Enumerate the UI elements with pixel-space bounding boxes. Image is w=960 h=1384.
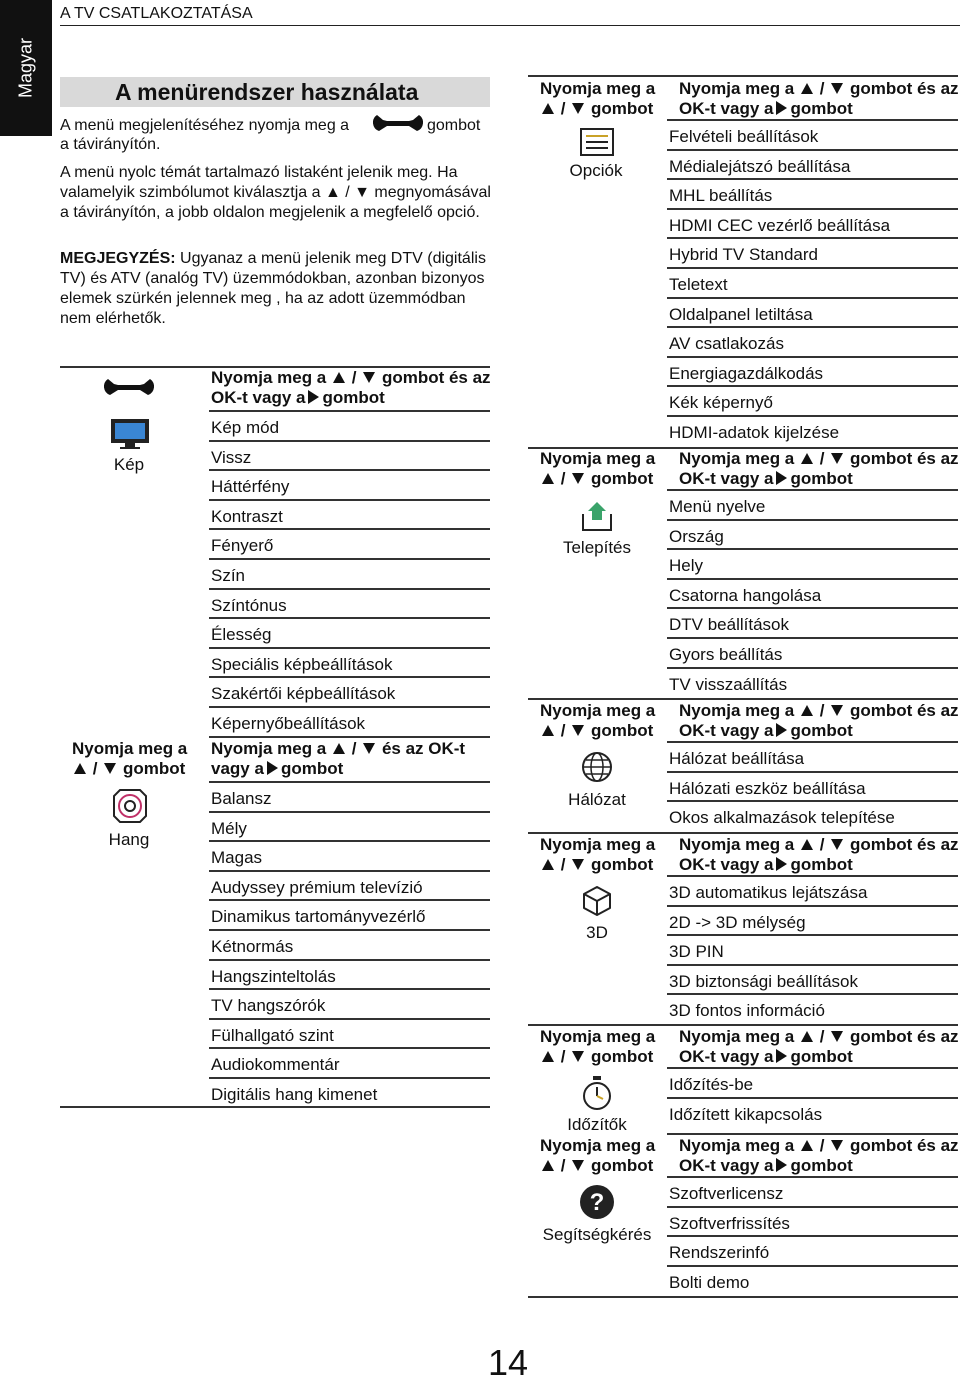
telepites-nav-line1: Nyomja meg a [540, 449, 656, 468]
halozat-nav-line2: / gombot [540, 721, 653, 741]
language-tab [0, 0, 52, 136]
menu-item-kep[interactable]: Képernyőbeállítások [211, 713, 366, 733]
section-heading: A menürendszer használata [115, 79, 419, 105]
telepites-nav-line2: / gombot [540, 469, 653, 489]
menu-item-telepites[interactable]: Gyors beállítás [667, 639, 958, 669]
triangle-up-icon [801, 83, 813, 94]
halozat-nav-line1: Nyomja meg a [540, 701, 656, 720]
menu-item-kep[interactable]: Szín [209, 560, 490, 590]
options-list-icon [580, 128, 614, 156]
speaker-icon [112, 788, 148, 824]
menu-label-segitseg: Segítségkérés [542, 1225, 652, 1244]
menu-item-hang[interactable]: Audyssey prémium televízió [209, 872, 490, 902]
triangle-down-icon [572, 725, 584, 736]
triangle-down-icon [363, 743, 375, 754]
triangle-right-icon [776, 723, 787, 737]
menu-label-kep: Kép [113, 455, 145, 474]
idozitok-nav-line1: Nyomja meg a [540, 1027, 656, 1046]
triangle-up-icon [801, 1140, 813, 1151]
triangle-down-icon [831, 1031, 843, 1042]
menu-item-kep[interactable]: Színtónus [209, 590, 490, 620]
menu-item-opciok[interactable]: Médialejátszó beállítása [667, 151, 958, 181]
menu-item-kep[interactable]: Vissz [209, 442, 490, 472]
intro-text-end: gombot [427, 117, 481, 134]
menu-item-hang[interactable]: Dinamikus tartományvezérlő [209, 901, 490, 931]
triangle-right-icon [776, 857, 787, 871]
idozitok-bottom-rule [667, 1133, 958, 1135]
note-paragraph [60, 249, 500, 329]
kep-list-bottom-rule [209, 736, 490, 738]
menu-item-opciok[interactable]: Kék képernyő [667, 387, 958, 417]
halozat-menu-list [667, 743, 958, 832]
halozat-bottom-rule [528, 832, 958, 834]
triangle-down-icon [572, 103, 584, 114]
triangle-down-icon [363, 372, 375, 383]
intro-text-line2: a távirányítón. [60, 136, 161, 153]
intro-text-start: A menü megjelenítéséhez nyomja meg a [60, 117, 350, 134]
opciok-instruction-line1: Nyomja meg a / gombot és az [679, 79, 959, 98]
menu-item-3d[interactable]: 3D automatikus lejátszása [667, 877, 958, 907]
triangle-right-icon [267, 761, 278, 775]
telepites-bottom-rule [528, 698, 958, 700]
menu-item-idozitok[interactable]: Időzített kikapcsolás [669, 1104, 823, 1124]
telepites-menu-list [667, 491, 958, 698]
triangle-down-icon [572, 859, 584, 870]
menu-item-kep[interactable]: Szakértői képbeállítások [209, 678, 490, 708]
opciok-menu-list [667, 121, 958, 447]
triangle-up-icon [542, 859, 554, 870]
segitseg-nav-line2: / gombot [540, 1156, 653, 1176]
menu-item-opciok[interactable]: AV csatlakozás [667, 328, 958, 358]
menu-item-hang[interactable]: Mély [209, 813, 490, 843]
menu-item-segitseg[interactable]: Rendszerinfó [667, 1237, 958, 1267]
menu-item-kep[interactable]: Speciális képbeállítások [209, 649, 490, 679]
triangle-up-icon [801, 705, 813, 716]
menu-item-opciok[interactable]: HDMI-adatok kijelzése [669, 422, 840, 442]
right-table-top-rule [528, 75, 958, 77]
svg-text:?: ? [589, 1189, 605, 1216]
menu-item-telepites[interactable]: TV visszaállítás [669, 674, 788, 694]
menu-item-opciok[interactable]: Felvételi beállítások [667, 121, 958, 151]
menu-item-3d[interactable]: 3D fontos információ [669, 1001, 825, 1021]
triangle-up-icon [801, 1031, 813, 1042]
menu-item-3d[interactable]: 2D -> 3D mélység [667, 907, 958, 937]
hang-nav-line1: Nyomja meg a [72, 739, 188, 758]
idozitok-instruction-line1: Nyomja meg a / gombot és az [679, 1027, 959, 1046]
page-header-title: A TV CSATLAKOZTATÁSA [60, 5, 253, 22]
kep-instruction-line2: OK-t vagy a gombot [211, 388, 385, 407]
note-label: MEGJEGYZÉS: [60, 250, 176, 267]
triangle-right-icon [776, 1049, 787, 1063]
menu-item-opciok[interactable]: Energiagazdálkodás [667, 358, 958, 388]
menu-item-telepites[interactable]: Hely [667, 550, 958, 580]
tv-screen-icon [110, 418, 150, 450]
telepites-instruction-line1: Nyomja meg a / gombot és az [679, 449, 959, 468]
3d-nav-line1: Nyomja meg a [540, 835, 656, 854]
triangle-up-icon [542, 1160, 554, 1171]
3d-nav-line2: / gombot [540, 855, 653, 875]
triangle-down-icon [831, 1140, 843, 1151]
menu-item-halozat[interactable]: Hálózati eszköz beállítása [667, 773, 958, 803]
wrench-icon [104, 376, 154, 400]
triangle-up-icon [333, 372, 345, 383]
wrench-icon [373, 112, 423, 136]
menu-item-idozitok[interactable]: Időzítés-be [667, 1069, 958, 1099]
globe-network-icon [581, 751, 613, 783]
language-tab-label: Magyar [15, 37, 36, 99]
idozitok-nav-line2: / gombot [540, 1047, 653, 1067]
menu-item-hang[interactable]: Digitális hang kimenet [211, 1084, 378, 1104]
menu-item-kep[interactable]: Háttérfény [209, 471, 490, 501]
segitseg-menu-list [667, 1178, 958, 1296]
menu-item-3d[interactable]: 3D PIN [667, 936, 958, 966]
menu-item-hang[interactable]: Kétnormás [209, 931, 490, 961]
triangle-right-icon [308, 390, 319, 404]
menu-item-telepites[interactable]: DTV beállítások [667, 609, 958, 639]
triangle-down-icon [831, 83, 843, 94]
menu-item-telepites[interactable]: Ország [667, 521, 958, 551]
triangle-right-icon [776, 471, 787, 485]
kep-instruction-line1: Nyomja meg a / gombot és az [211, 368, 491, 387]
menu-label-3d: 3D [586, 923, 608, 942]
menu-item-segitseg[interactable]: Szoftverfrissítés [667, 1208, 958, 1238]
note-text: Ugyanaz a menü jelenik meg DTV (digitális TV) és ATV (analóg TV) üzemmódokban, azonban bizonyos elemek szürkén jelennek meg , ha az adott üzemmódban nem elérhetők. [60, 250, 486, 327]
kep-menu-list [209, 412, 490, 738]
triangle-up-icon [801, 839, 813, 850]
3d-menu-list [667, 877, 958, 1025]
triangle-down-icon [831, 839, 843, 850]
right-table-bottom-rule [528, 1296, 958, 1298]
idozitok-menu-list [667, 1069, 958, 1128]
halozat-instruction-line1: Nyomja meg a / gombot és az [679, 701, 959, 720]
menu-item-telepites[interactable]: Menü nyelve [667, 491, 958, 521]
menu-label-idozitok: Időzítők [567, 1115, 627, 1134]
menu-item-kep[interactable]: Kontraszt [209, 501, 490, 531]
telepites-instruction-line2: OK-t vagy a gombot [679, 469, 853, 488]
triangle-up-icon [542, 725, 554, 736]
triangle-down-icon [572, 473, 584, 484]
halozat-instruction-line2: OK-t vagy a gombot [679, 721, 853, 740]
idozitok-instruction-line2: OK-t vagy a gombot [679, 1047, 853, 1066]
menu-item-hang[interactable]: Audiokommentár [209, 1049, 490, 1079]
triangle-up-icon [542, 1051, 554, 1062]
left-table-bottom-rule [60, 1106, 490, 1108]
hang-instruction-line2: vagy a gombot [211, 759, 344, 778]
hang-nav-line2: / gombot [72, 759, 185, 779]
menu-label-telepites: Telepítés [562, 538, 632, 557]
menu-item-segitseg[interactable]: Bolti demo [669, 1272, 750, 1292]
triangle-up-icon [74, 763, 86, 774]
menu-item-opciok[interactable]: HDMI CEC vezérlő beállítása [667, 210, 958, 240]
triangle-right-icon [776, 101, 787, 115]
menu-label-halozat: Hálózat [568, 790, 626, 809]
opciok-nav-line2: / gombot [540, 99, 653, 119]
menu-item-opciok[interactable]: MHL beállítás [667, 180, 958, 210]
intro-paragraph: A menü nyolc témát tartalmazó listaként jelenik meg. Ha valamelyik szimbólumot kiválasztja a ▲ / ▼ megnyomásával a távirányítón, a jobb oldalon megjelenik a megfelelő opció. [60, 164, 491, 221]
menu-item-kep[interactable]: Élesség [209, 619, 490, 649]
segitseg-nav-line1: Nyomja meg a [540, 1136, 656, 1155]
install-icon [580, 500, 614, 532]
hang-menu-list [209, 783, 490, 1109]
menu-item-telepites[interactable]: Csatorna hangolása [667, 580, 958, 610]
triangle-up-icon [542, 103, 554, 114]
menu-item-hang[interactable]: TV hangszórók [209, 990, 490, 1020]
triangle-down-icon [831, 453, 843, 464]
triangle-up-icon [801, 453, 813, 464]
triangle-down-icon [104, 763, 116, 774]
page-number: 14 [488, 1342, 529, 1383]
header-divider [60, 25, 960, 26]
menu-label-hang: Hang [108, 830, 150, 849]
opciok-nav-line1: Nyomja meg a [540, 79, 656, 98]
menu-item-opciok[interactable]: Hybrid TV Standard [667, 239, 958, 269]
menu-item-hang[interactable]: Fülhallgató szint [209, 1020, 490, 1050]
menu-item-opciok[interactable]: Teletext [667, 269, 958, 299]
triangle-right-icon [776, 1158, 787, 1172]
3d-bottom-rule [528, 1024, 958, 1026]
triangle-down-icon [572, 1051, 584, 1062]
triangle-up-icon [542, 473, 554, 484]
help-question-icon [579, 1184, 615, 1220]
menu-item-halozat[interactable]: Hálózat beállítása [667, 743, 958, 773]
segitseg-instruction-line2: OK-t vagy a gombot [679, 1156, 853, 1175]
stopwatch-icon [581, 1075, 613, 1111]
menu-item-halozat[interactable]: Okos alkalmazások telepítése [669, 808, 895, 828]
menu-item-segitseg[interactable]: Szoftverlicensz [667, 1178, 958, 1208]
menu-item-hang[interactable]: Magas [209, 842, 490, 872]
triangle-down-icon [831, 705, 843, 716]
menu-item-opciok[interactable]: Oldalpanel letiltása [667, 299, 958, 329]
cube-3d-icon [581, 885, 613, 917]
menu-label-opciok: Opciók [569, 161, 623, 180]
menu-item-kep[interactable]: Kép mód [209, 412, 490, 442]
hang-instruction-line1: Nyomja meg a / és az OK-t [211, 739, 466, 758]
triangle-down-icon [572, 1160, 584, 1171]
3d-instruction-line1: Nyomja meg a / gombot és az [679, 835, 959, 854]
triangle-up-icon [333, 743, 345, 754]
menu-item-3d[interactable]: 3D biztonsági beállítások [667, 966, 958, 996]
menu-item-hang[interactable]: Balansz [209, 783, 490, 813]
opciok-instruction-line2: OK-t vagy a gombot [679, 99, 853, 118]
segitseg-instruction-line1: Nyomja meg a / gombot és az [679, 1136, 959, 1155]
menu-item-hang[interactable]: Hangszinteltolás [209, 961, 490, 991]
menu-item-kep[interactable]: Fényerő [209, 530, 490, 560]
3d-instruction-line2: OK-t vagy a gombot [679, 855, 853, 874]
